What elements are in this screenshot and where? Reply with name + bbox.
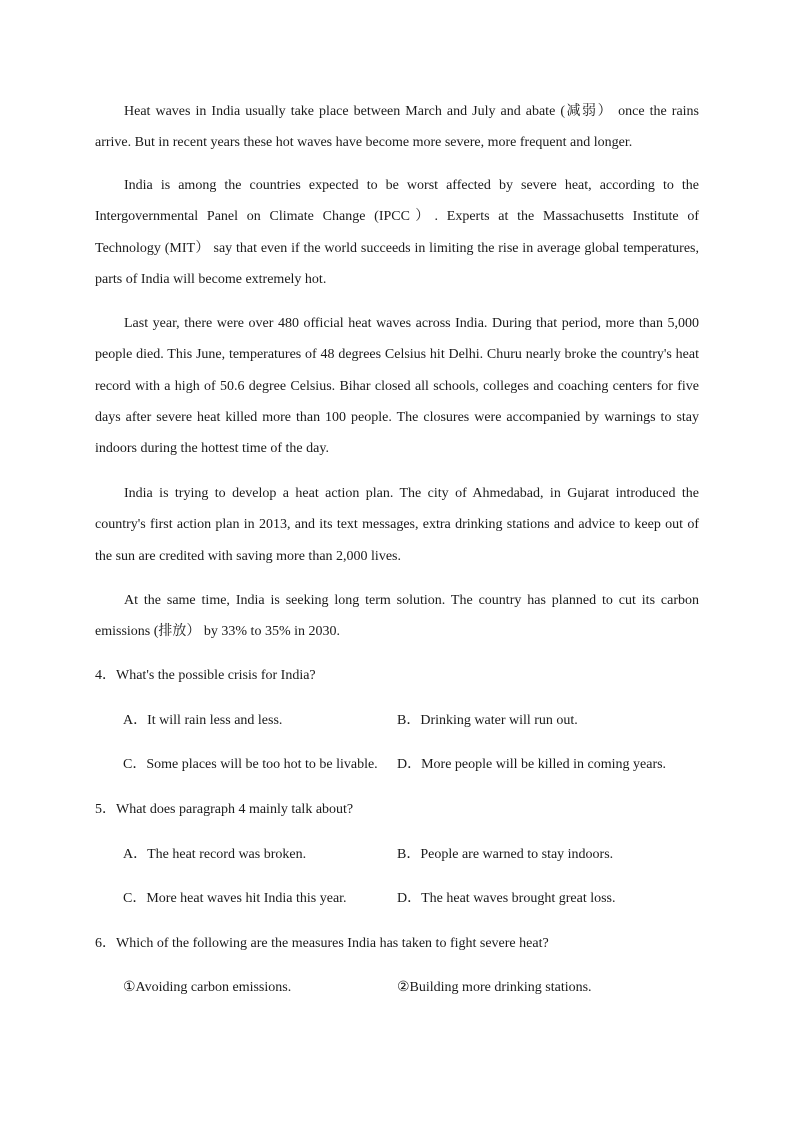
- question-4-option-a: A．It will rain less and less.: [123, 713, 283, 728]
- passage-paragraph-3: Last year, there were over 480 official heat waves across India. During that period, more than 5,000 people died. This June, temperatures of 48 degrees Celsius hit Delhi. Churu nearly broke the country's heat record with a high of 50.6 degree Celsius. Bihar closed all schools, colleges and coaching centers for five days after severe heat killed more than 100 people. The closures were accompanied by warnings to stay indoors during the hottest time of the day.: [95, 316, 699, 457]
- question-5-option-a: A．The heat record was broken.: [123, 847, 307, 862]
- passage-paragraph-4: India is trying to develop a heat action plan. The city of Ahmedabad, in Gujarat introduced the country's first action plan in 2013, and its text messages, extra drinking stations and advice to keep out of the sun are credited with saving more than 2,000 lives.: [95, 486, 699, 564]
- question-4-option-c: C．Some places will be too hot to be livable.: [123, 757, 378, 772]
- question-5-stem: 5．What does paragraph 4 mainly talk about?: [95, 802, 354, 817]
- question-6-stem: 6．Which of the following are the measures India has taken to fight severe heat?: [95, 936, 549, 951]
- question-5-option-d: D．The heat waves brought great loss.: [397, 891, 616, 906]
- question-5-option-b: B．People are warned to stay indoors.: [397, 847, 614, 862]
- question-4-option-d: D．More people will be killed in coming years.: [397, 757, 667, 772]
- passage-paragraph-1: Heat waves in India usually take place between March and July and abate (减弱） once the rains arrive. But in recent years these hot waves have become more severe, more frequent and longer.: [95, 104, 699, 151]
- passage-paragraph-5: At the same time, India is seeking long term solution. The country has planned to cut its carbon emissions (排放） by 33% to 35% in 2030.: [95, 593, 699, 640]
- question-6-item-2: ②Building more drinking stations.: [397, 980, 592, 995]
- question-5-option-c: C．More heat waves hit India this year.: [123, 891, 347, 906]
- question-4-option-b: B．Drinking water will run out.: [397, 713, 578, 728]
- question-4-stem: 4．What's the possible crisis for India?: [95, 668, 316, 683]
- question-6-item-1: ①Avoiding carbon emissions.: [123, 980, 292, 995]
- passage-paragraph-2: India is among the countries expected to be worst affected by severe heat, according to the Intergovernmental Panel on Climate Change (IPCC）. Experts at the Massachusetts Institute of Technology (MIT） say that even if the world succeeds in limiting the rise in average global temperatures, parts of India will become extremely hot.: [95, 178, 699, 287]
